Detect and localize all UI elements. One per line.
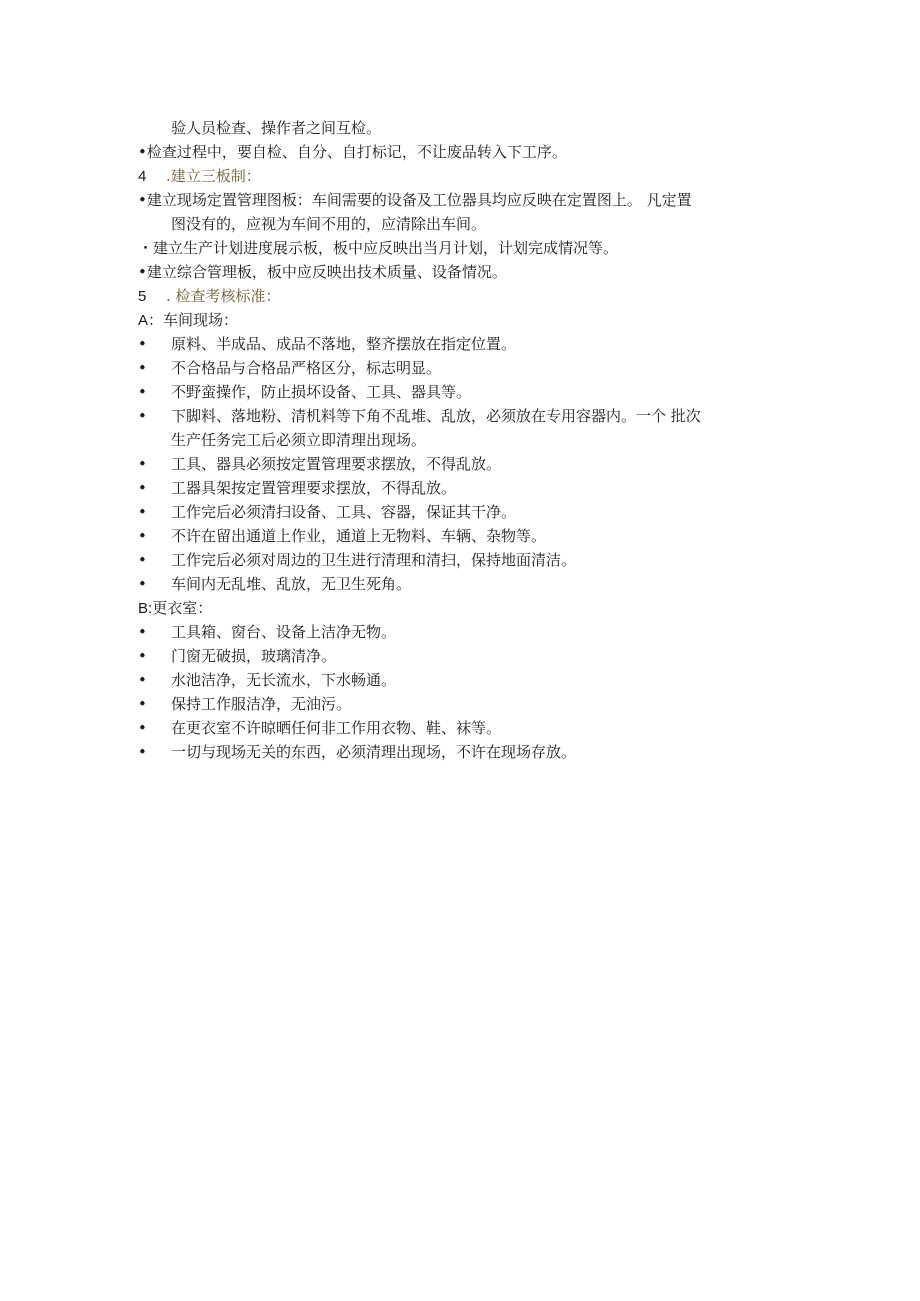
bullet-icon: •: [138, 551, 147, 569]
part-b-title: 更衣室：: [152, 599, 213, 617]
part-a-item-cont: 生产任务完工后必须立即清理出现场。: [171, 431, 427, 449]
part-a-item: 工具、器具必须按定置管理要求摆放，不得乱放。: [171, 455, 502, 473]
bullet-icon: •: [138, 647, 147, 665]
section-5-heading: [138, 284, 281, 309]
bullet-icon: •: [138, 359, 147, 377]
bullet-icon: •: [138, 479, 147, 497]
section-5-number: 5: [138, 288, 147, 305]
section-4-item-2: ・建立生产计划进度展示板，板中应反映出当月计划，计划完成情况等。: [138, 239, 619, 257]
section-4-item-1-cont: 图没有的，应视为车间不用的，应清除出车间。: [171, 215, 487, 233]
part-a-item: 工作完后必须对周边的卫生进行清理和清扫，保持地面清洁。: [171, 551, 577, 569]
part-b-heading: [138, 596, 212, 621]
bullet-icon: •: [138, 671, 147, 689]
part-a-item: 不合格品与合格品严格区分，标志明显。: [171, 359, 442, 377]
bullet-icon: •: [138, 407, 147, 425]
bullet-icon: •: [138, 335, 147, 353]
section-4-heading: [138, 164, 261, 189]
part-b-item: 一切与现场无关的东西，必须清理出现场，不许在现场存放。: [171, 743, 577, 761]
part-a-item: 工器具架按定置管理要求摆放，不得乱放。: [171, 479, 457, 497]
section-5-title: . 检查考核标准：: [166, 287, 281, 305]
part-a-item: 不许在留出通道上作业，通道上无物料、车辆、杂物等。: [171, 527, 547, 545]
part-b-item: 门窗无破损，玻璃清净。: [171, 647, 337, 665]
part-a-label: A：: [138, 312, 164, 329]
bullet-icon: •: [138, 743, 147, 761]
part-a-item: 下脚料、落地粉、清机料等下角不乱堆、乱放，必须放在专用容器内。一个 批次: [171, 407, 701, 425]
bullet-icon: •: [138, 695, 147, 713]
part-a-item: 不野蛮操作，防止损坏设备、工具、器具等。: [171, 383, 472, 401]
bullet-icon: •: [138, 383, 147, 401]
part-b-item: 保持工作服洁净，无油污。: [171, 695, 352, 713]
bullet-icon: •: [138, 623, 147, 641]
part-b-item: 工具箱、窗台、设备上洁净无物。: [171, 623, 397, 641]
part-a-heading: [138, 308, 238, 333]
bullet-icon: •: [138, 455, 147, 473]
section-4-item-1: •建立现场定置管理图板：车间需要的设备及工位器具均应反映在定置图上。 凡定置: [138, 191, 692, 209]
section-4-item-3: •建立综合管理板，板中应反映出技术质量、设备情况。: [138, 263, 507, 281]
part-a-item: 车间内无乱堆、乱放，无卫生死角。: [171, 575, 412, 593]
part-a-item: 原料、半成品、成品不落地，整齐摆放在指定位置。: [171, 335, 517, 353]
bullet-icon: •: [138, 719, 147, 737]
part-b-item: 在更衣室不许晾晒任何非工作用衣物、鞋、袜等。: [171, 719, 502, 737]
intro-line-1: 验人员检查、操作者之间互检。: [171, 119, 382, 137]
section-4-title: .建立三板制：: [166, 167, 261, 185]
part-b-item: 水池洁净，无长流水，下水畅通。: [171, 671, 397, 689]
part-a-item: 工作完后必须清扫设备、工具、容器，保证其干净。: [171, 503, 517, 521]
bullet-icon: •: [138, 503, 147, 521]
intro-line-2: •检查过程中，要自检、自分、自打标记，不让废品转入下工序。: [138, 143, 567, 161]
part-a-title: 车间现场：: [163, 311, 239, 329]
bullet-icon: •: [138, 527, 147, 545]
part-b-label: B:: [138, 600, 153, 617]
section-4-number: 4: [138, 168, 147, 185]
bullet-icon: •: [138, 575, 147, 593]
